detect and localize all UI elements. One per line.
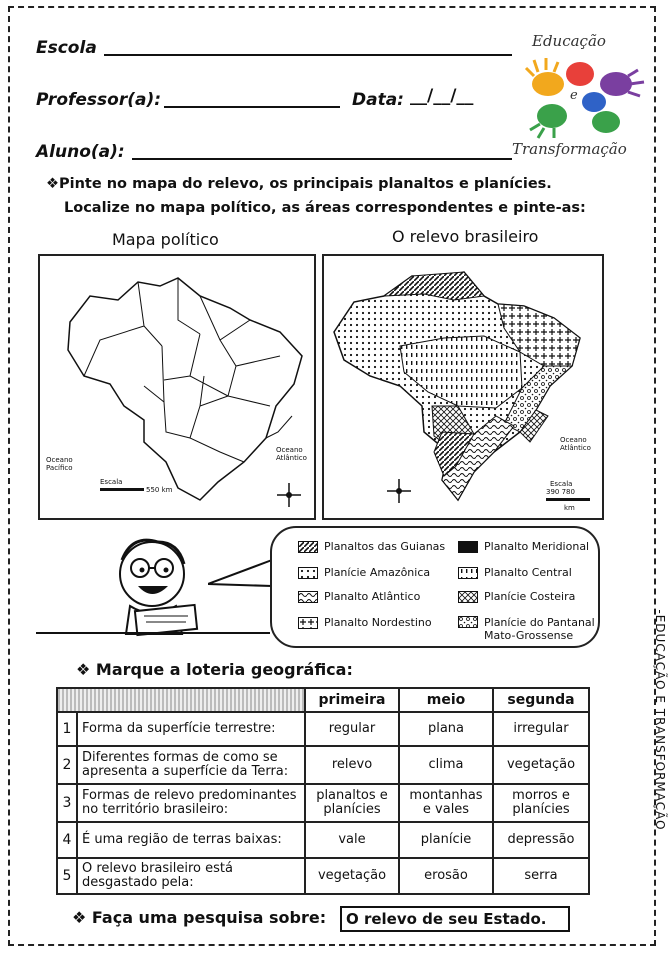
- political-map[interactable]: [38, 254, 316, 520]
- answer-option[interactable]: vale: [305, 822, 399, 858]
- hands-logo-icon: [518, 54, 648, 144]
- answer-option[interactable]: relevo: [305, 746, 399, 784]
- political-ocean-pacific: Oceano Pacífico: [46, 456, 73, 472]
- student-field[interactable]: [132, 158, 512, 160]
- table-row: [57, 822, 589, 858]
- logo-title-middle: e: [570, 88, 578, 103]
- relief-map-caption: O relevo brasileiro: [392, 227, 539, 246]
- political-scale-bar: [100, 488, 144, 491]
- table-header-blank: [57, 688, 305, 712]
- solid-swatch-icon: [458, 541, 478, 553]
- stripes-swatch-icon: [298, 541, 318, 553]
- relief-ocean-atlantic: Oceano Atlântico: [560, 436, 591, 452]
- school-field[interactable]: [104, 54, 512, 56]
- speck-swatch-icon: [458, 616, 478, 628]
- row-question: É uma região de terras baixas:: [77, 822, 305, 858]
- research-label: ❖ Faça uma pesquisa sobre:: [72, 908, 327, 927]
- political-ocean-atlantic: Oceano Atlântico: [276, 446, 307, 462]
- logo-title-bottom: Transformação: [512, 140, 627, 158]
- column-header: primeira: [305, 688, 399, 712]
- legend-item: Planície do Pantanal Mato-Grossense: [458, 616, 602, 642]
- row-question: Formas de relevo predominantes no território brasileiro:: [77, 784, 305, 822]
- answer-option[interactable]: clima: [399, 746, 493, 784]
- answer-option[interactable]: vegetação: [493, 746, 589, 784]
- answer-option[interactable]: regular: [305, 712, 399, 746]
- answer-option[interactable]: morros e planícies: [493, 784, 589, 822]
- table-row: [57, 858, 589, 894]
- research-answer-box[interactable]: O relevo de seu Estado.: [340, 906, 570, 932]
- row-number: 1: [57, 712, 77, 746]
- legend-item: Planaltos das Guianas: [298, 540, 445, 553]
- table-row: [57, 712, 589, 746]
- answer-option[interactable]: plana: [399, 712, 493, 746]
- relief-map[interactable]: [322, 254, 604, 520]
- wave-swatch-icon: [298, 591, 318, 603]
- brazil-political-outline: [40, 256, 314, 518]
- compass-rose-icon: [386, 478, 412, 504]
- desk-line: [36, 632, 270, 634]
- cross-swatch-icon: [298, 617, 318, 629]
- date-label: Data:: [352, 90, 404, 110]
- table-row: [57, 746, 589, 784]
- compass-rose-icon: [276, 482, 302, 508]
- row-question: Forma da superfície terrestre:: [77, 712, 305, 746]
- relief-scale-unit: km: [564, 504, 575, 512]
- row-number: 2: [57, 746, 77, 784]
- answer-option[interactable]: planície: [399, 822, 493, 858]
- student-label: Aluno(a):: [36, 142, 125, 162]
- row-question: O relevo brasileiro está desgastado pela:: [77, 858, 305, 894]
- column-header: meio: [399, 688, 493, 712]
- answer-option[interactable]: erosão: [399, 858, 493, 894]
- relief-scale-value: 390 780: [546, 488, 575, 496]
- answer-option[interactable]: irregular: [493, 712, 589, 746]
- teacher-label: Professor(a):: [36, 90, 162, 110]
- row-number: 4: [57, 822, 77, 858]
- school-label: Escola: [36, 38, 97, 58]
- legend-bubble: [270, 526, 600, 648]
- dots-swatch-icon: [298, 567, 318, 579]
- lottery-title: ❖ Marque a loteria geográfica:: [76, 660, 353, 679]
- legend-item: Planície Costeira: [458, 590, 575, 603]
- answer-option[interactable]: vegetação: [305, 858, 399, 894]
- table-row: [57, 784, 589, 822]
- political-scale-value: 550 km: [146, 486, 173, 494]
- political-scale-label: Escala: [100, 478, 123, 486]
- instruction-line-1: ❖Pinte no mapa do relevo, os principais planaltos e planícies.: [46, 176, 552, 192]
- speech-pointer: [208, 556, 278, 596]
- legend-item: Planalto Meridional: [458, 540, 589, 553]
- relief-scale-bar: [546, 498, 590, 501]
- side-watermark-text: -EDUCAÇÃO E TRANSFORMAÇÃO: [653, 609, 667, 831]
- table-header-row: [57, 688, 589, 712]
- answer-option[interactable]: depressão: [493, 822, 589, 858]
- instruction-line-2: Localize no mapa político, as áreas correspondentes e pinte-as:: [64, 200, 586, 216]
- answer-option[interactable]: planaltos e planícies: [305, 784, 399, 822]
- diag-swatch-icon: [458, 591, 478, 603]
- answer-option[interactable]: serra: [493, 858, 589, 894]
- relief-scale-label: Escala: [550, 480, 573, 488]
- legend-item: Planalto Atlântico: [298, 590, 420, 603]
- legend-item: Planalto Nordestino: [298, 616, 432, 629]
- date-field[interactable]: __/__/__: [410, 86, 474, 106]
- lottery-table: [56, 687, 590, 895]
- teacher-field[interactable]: [164, 106, 340, 108]
- bars-swatch-icon: [458, 567, 478, 579]
- legend-item: Planície Amazônica: [298, 566, 430, 579]
- row-question: Diferentes formas de como se apresenta a superfície da Terra:: [77, 746, 305, 784]
- political-map-caption: Mapa político: [112, 230, 219, 249]
- logo-title-top: Educação: [532, 32, 606, 50]
- answer-option[interactable]: montanhas e vales: [399, 784, 493, 822]
- legend-item: Planalto Central: [458, 566, 572, 579]
- row-number: 5: [57, 858, 77, 894]
- column-header: segunda: [493, 688, 589, 712]
- brazil-relief-map: [324, 256, 602, 518]
- row-number: 3: [57, 784, 77, 822]
